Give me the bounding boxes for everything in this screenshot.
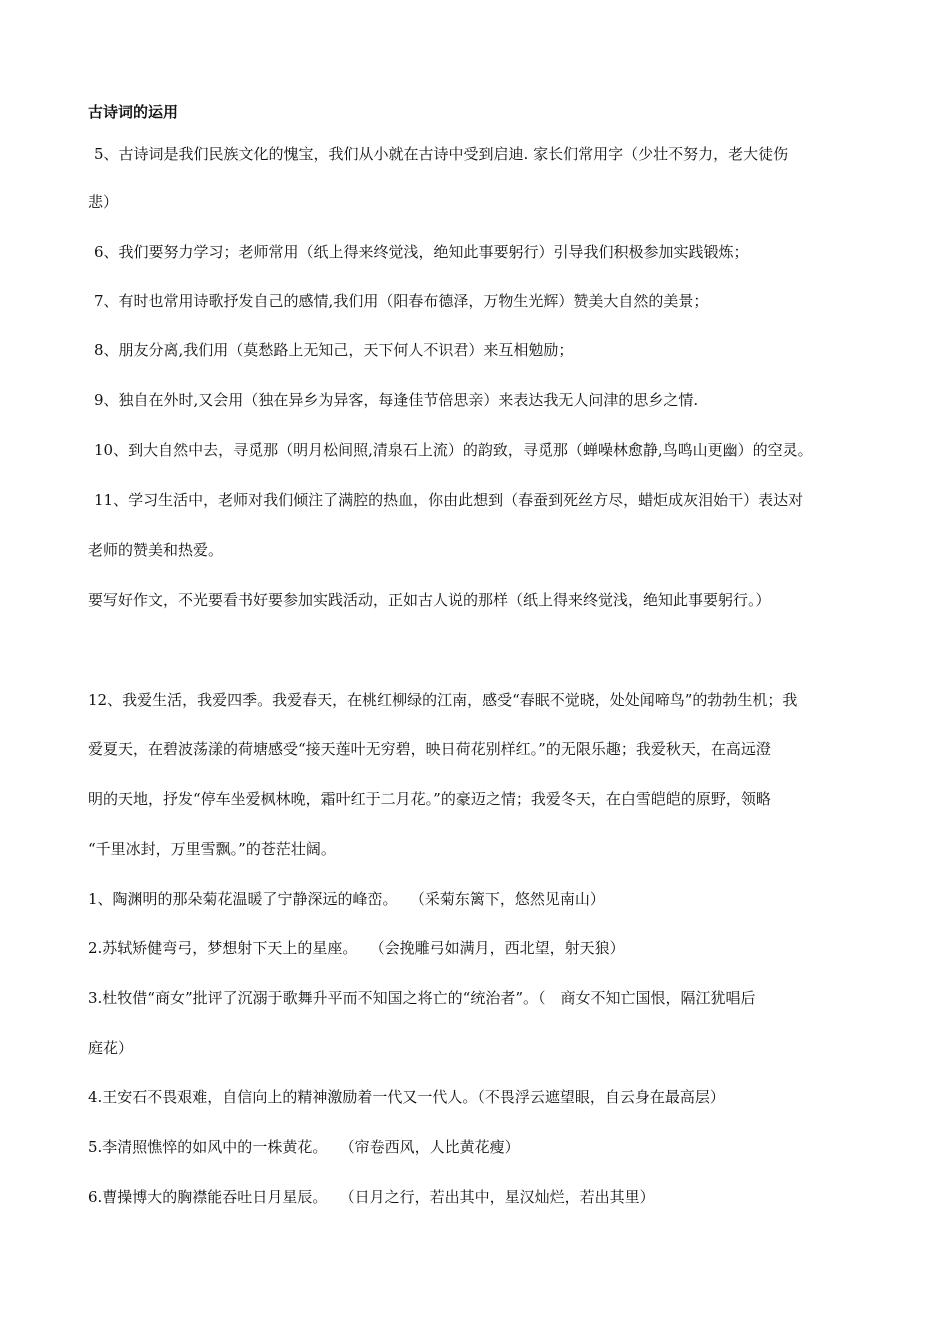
text-line: 6.曹操博大的胸襟能吞吐日月星辰。 （日月之行，若出其中，星汉灿烂，若出其里）: [88, 1188, 655, 1206]
text-line: 悲）: [88, 193, 119, 211]
text-line: 要写好作文，不光要看书好要参加实践活动，正如古人说的那样（纸上得来终觉浅，绝知此事要躬行。）: [88, 591, 771, 609]
text-line: 1、陶渊明的那朵菊花温暖了宁静深远的峰峦。 （采菊东篱下，悠然见南山）: [88, 890, 605, 908]
text-line: 老师的赞美和热爱。: [88, 541, 224, 559]
text-line: 8、朋友分离,我们用（莫愁路上无知己，天下何人不识君）来互相勉励；: [94, 341, 574, 359]
text-line: 11、学习生活中，老师对我们倾注了满腔的热血，你由此想到（春蚕到死丝方尽，蜡炬成灰泪始干）表达对: [94, 491, 804, 509]
text-line: 4.王安石不畏艰难，自信向上的精神激励着一代又一代人。（不畏浮云遮望眼，自云身在最高层）: [88, 1088, 725, 1106]
text-line: 3.杜牧借“商女”批评了沉溺于歌舞升平而不知国之将亡的“统治者”。（ 商女不知亡国恨，隔江犹唱后: [88, 989, 756, 1007]
text-line: 7、有时也常用诗歌抒发自己的感情,我们用（阳春布德泽，万物生光辉）赞美大自然的美景；: [94, 292, 709, 310]
text-line: 庭花）: [88, 1039, 134, 1057]
document-title: 古诗词的运用: [88, 103, 179, 121]
text-line: “千里冰封，万里雪飘。”的苍茫壮阔。: [88, 840, 336, 858]
text-line: 10、到大自然中去，寻觅那（明月松间照,清泉石上流）的韵致，寻觅那（蝉噪林愈静,鸟鸣山更幽）的空灵。: [94, 441, 813, 459]
text-line: 2.苏轼矫健弯弓，梦想射下天上的星座。 （会挽雕弓如满月，西北望，射天狼）: [88, 939, 625, 957]
text-line: 明的天地，抒发“停车坐爱枫林晚，霜叶红于二月花。”的豪迈之情；我爱冬天，在白雪皑皑的原野，领略: [88, 790, 771, 808]
text-line: 12、我爱生活，我爱四季。我爱春天，在桃红柳绿的江南，感受“春眠不觉晓，处处闻啼鸟”的勃勃生机；我: [88, 691, 798, 709]
text-line: 5、古诗词是我们民族文化的愧宝，我们从小就在古诗中受到启迪. 家长们常用字（少壮不努力，老大徒伤: [94, 145, 789, 163]
text-line: 6、我们要努力学习；老师常用（纸上得来终觉浅，绝知此事要躬行）引导我们积极参加实践锻炼；: [94, 243, 749, 261]
text-line: 5.李清照憔悴的如风中的一株黄花。 （帘卷西风，人比黄花瘦）: [88, 1138, 520, 1156]
text-line: 9、独自在外时,又会用（独在异乡为异客，每逢佳节倍思亲）来表达我无人问津的思乡之情.: [94, 391, 699, 409]
text-line: 爱夏天，在碧波荡漾的荷塘感受“接天莲叶无穷碧，映日荷花别样红。”的无限乐趣；我爱秋天，在高远澄: [88, 740, 771, 758]
